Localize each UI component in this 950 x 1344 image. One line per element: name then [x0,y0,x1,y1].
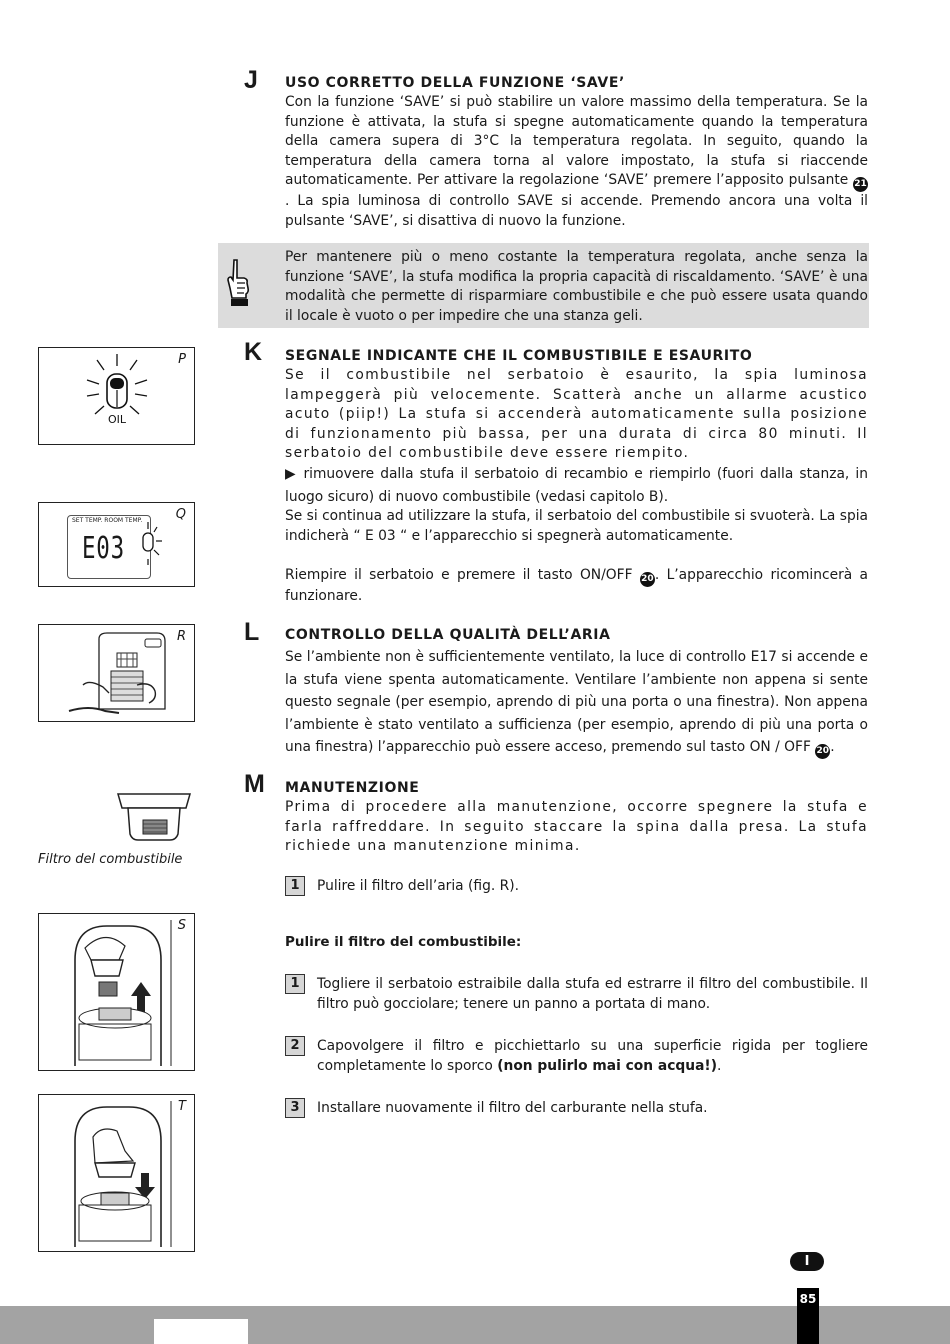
step-number-box: 3 [285,1098,305,1118]
step-text: Togliere il serbatoio estraibile dalla stufa ed estrarre il filtro del combustibile. Il filtro può gocciolare; tenere un panno a portata di mano. [317,976,868,1012]
section-text-k-para2: Se si continua ad utilizzare la stufa, il serbatoio del combustibile si svuoterà. La spia indicherà “ E 03 “ e l’apparecchio si spegnerà automaticamente. [285,508,868,544]
figure-label: P [178,352,186,367]
lcd-header: SET TEMP. ROOM TEMP. [72,517,143,524]
heater-air-filter-illustration [59,629,179,719]
step-number-box: 1 [285,876,305,896]
filter-removal-illustration [45,920,185,1066]
page-number: 85 [799,1292,817,1306]
section-letter-k: K [244,338,263,366]
section-text-k-bullet: ▶ rimuovere dalla stufa il serbatoio di recambio e riempirlo (fuori dalla stanza, in luogo sicuro) di nuovo combustibile (vedasi capitolo B). [285,466,868,505]
note-text: Per mantenere più o meno costante la temperatura regolata, anche senza la funzione ‘SAVE’, la stufa modifica la propria capacità di riscaldamento. ‘SAVE’ è una modalità che permette di risparmiare combustibile e che può essere usata quando il locale è vuoto o per impedire che una stanza geli. [285,249,868,324]
text-part: Con la funzione ‘SAVE’ si può stabilire un valore massimo della temperatura. Se la funzione è attivata, la stufa si spegne automaticamente quando la temperatura della camera supera di 3°C la temperatura regolata. In seguito, quando la temperatura della camera torna al valore impostato, la stufa si riaccende automaticamente. Per attivare la regolazione ‘SAVE’ premere l’apposito pulsante [285,94,868,188]
figure-label: R [176,629,186,644]
step-number-box: 1 [285,974,305,994]
fuel-filter-illustration [116,790,192,846]
text-part: . La spia luminosa di controllo SAVE si accende. Premendo ancora una volta il pulsante ‘SAVE’, si disattiva di nuovo la funzione. [285,193,868,229]
figure-label: T [178,1099,186,1114]
step-text [317,1036,868,1076]
button-ref-badge: 20 [640,572,655,587]
figure-r [38,624,195,722]
text-bold: (non pulirlo mai con acqua!) [497,1058,718,1074]
section-text-m-intro: Prima di procedere alla manutenzione, occorre spegnere la stufa e farla raffreddare. In seguito staccare la spina dalla presa. La stufa richiede una manutenzione minima. [285,799,868,854]
filter-caption: Filtro del combustibile [38,852,183,867]
filter-insertion-illustration [45,1101,185,1247]
figure-t [38,1094,195,1252]
section-text-k-para3 [285,566,868,607]
figure-s [38,913,195,1071]
text-part: . [717,1058,722,1074]
section-text-l [285,646,868,759]
step-text: Installare nuovamente il filtro del carburante nella stufa. [317,1100,708,1116]
section-heading-m: MANUTENZIONE [285,780,420,796]
step-text: Pulire il filtro dell’aria (fig. R). [317,878,519,894]
section-letter-j: J [244,66,258,94]
figure-label: S [177,918,186,933]
button-ref-badge: 20 [815,744,830,759]
section-text-k-para1: Se il combustibile nel serbatoio è esaurito, la spia luminosa lampeggerà più velocemente. Scatterà anche un allarme acustico acuto (piip!) La stufa si accenderà automaticamente sulla posizione di funzionamento più bassa, per una durata di circa 80 minuti. Il serbatoio del combustibile deve essere riempito. [285,367,868,461]
button-ref-badge: 21 [853,177,868,192]
section-text-j [285,93,868,231]
section-letter-m: M [244,770,265,798]
pointing-hand-icon [222,258,254,310]
figure-q [38,502,195,587]
language-badge: I [790,1252,824,1271]
section-heading-k: SEGNALE INDICANTE CHE IL COMBUSTIBILE E ESAURITO [285,348,753,364]
lcd-value: E03 [82,531,125,566]
step-number-box: 2 [285,1036,305,1056]
subheading-fuel-filter: Pulire il filtro del combustibile: [285,934,522,950]
footer-white-tab [154,1319,248,1344]
text-part: Riempire il serbatoio e premere il tasto ON/OFF [285,567,640,583]
text-part: Capovolgere il filtro e picchiettarlo su una superficie rigida per togliere completamente lo sporco [317,1038,868,1074]
text-part: . L’apparecchio ricomincerà a funzionare. [285,567,868,604]
text-part: Se l’ambiente non è sufficientemente ventilato, la luce di controllo E17 si accende e la stufa viene spenta automaticamente. Ventilare l’ambiente non appena si sente questo segnale (per esempio, aprendo di più una porta o una finestra). Non appena l’ambiente è stato ventilato a sufficienza (per esempio, aprendo di più una porta o una finestra) l’apparecchio può essere acceso, premendo sul tasto ON / OFF [285,649,868,755]
oil-label: OIL [107,413,127,426]
text-part: . [830,739,835,755]
blinking-light-icon [135,521,163,569]
figure-label: Q [175,507,186,522]
section-heading-j: USO CORRETTO DELLA FUNZIONE ‘SAVE’ [285,75,625,91]
section-heading-l: CONTROLLO DELLA QUALITÀ DELL’ARIA [285,627,611,643]
oil-warning-light-icon [79,352,154,440]
section-letter-l: L [244,618,260,646]
figure-p [38,347,195,445]
